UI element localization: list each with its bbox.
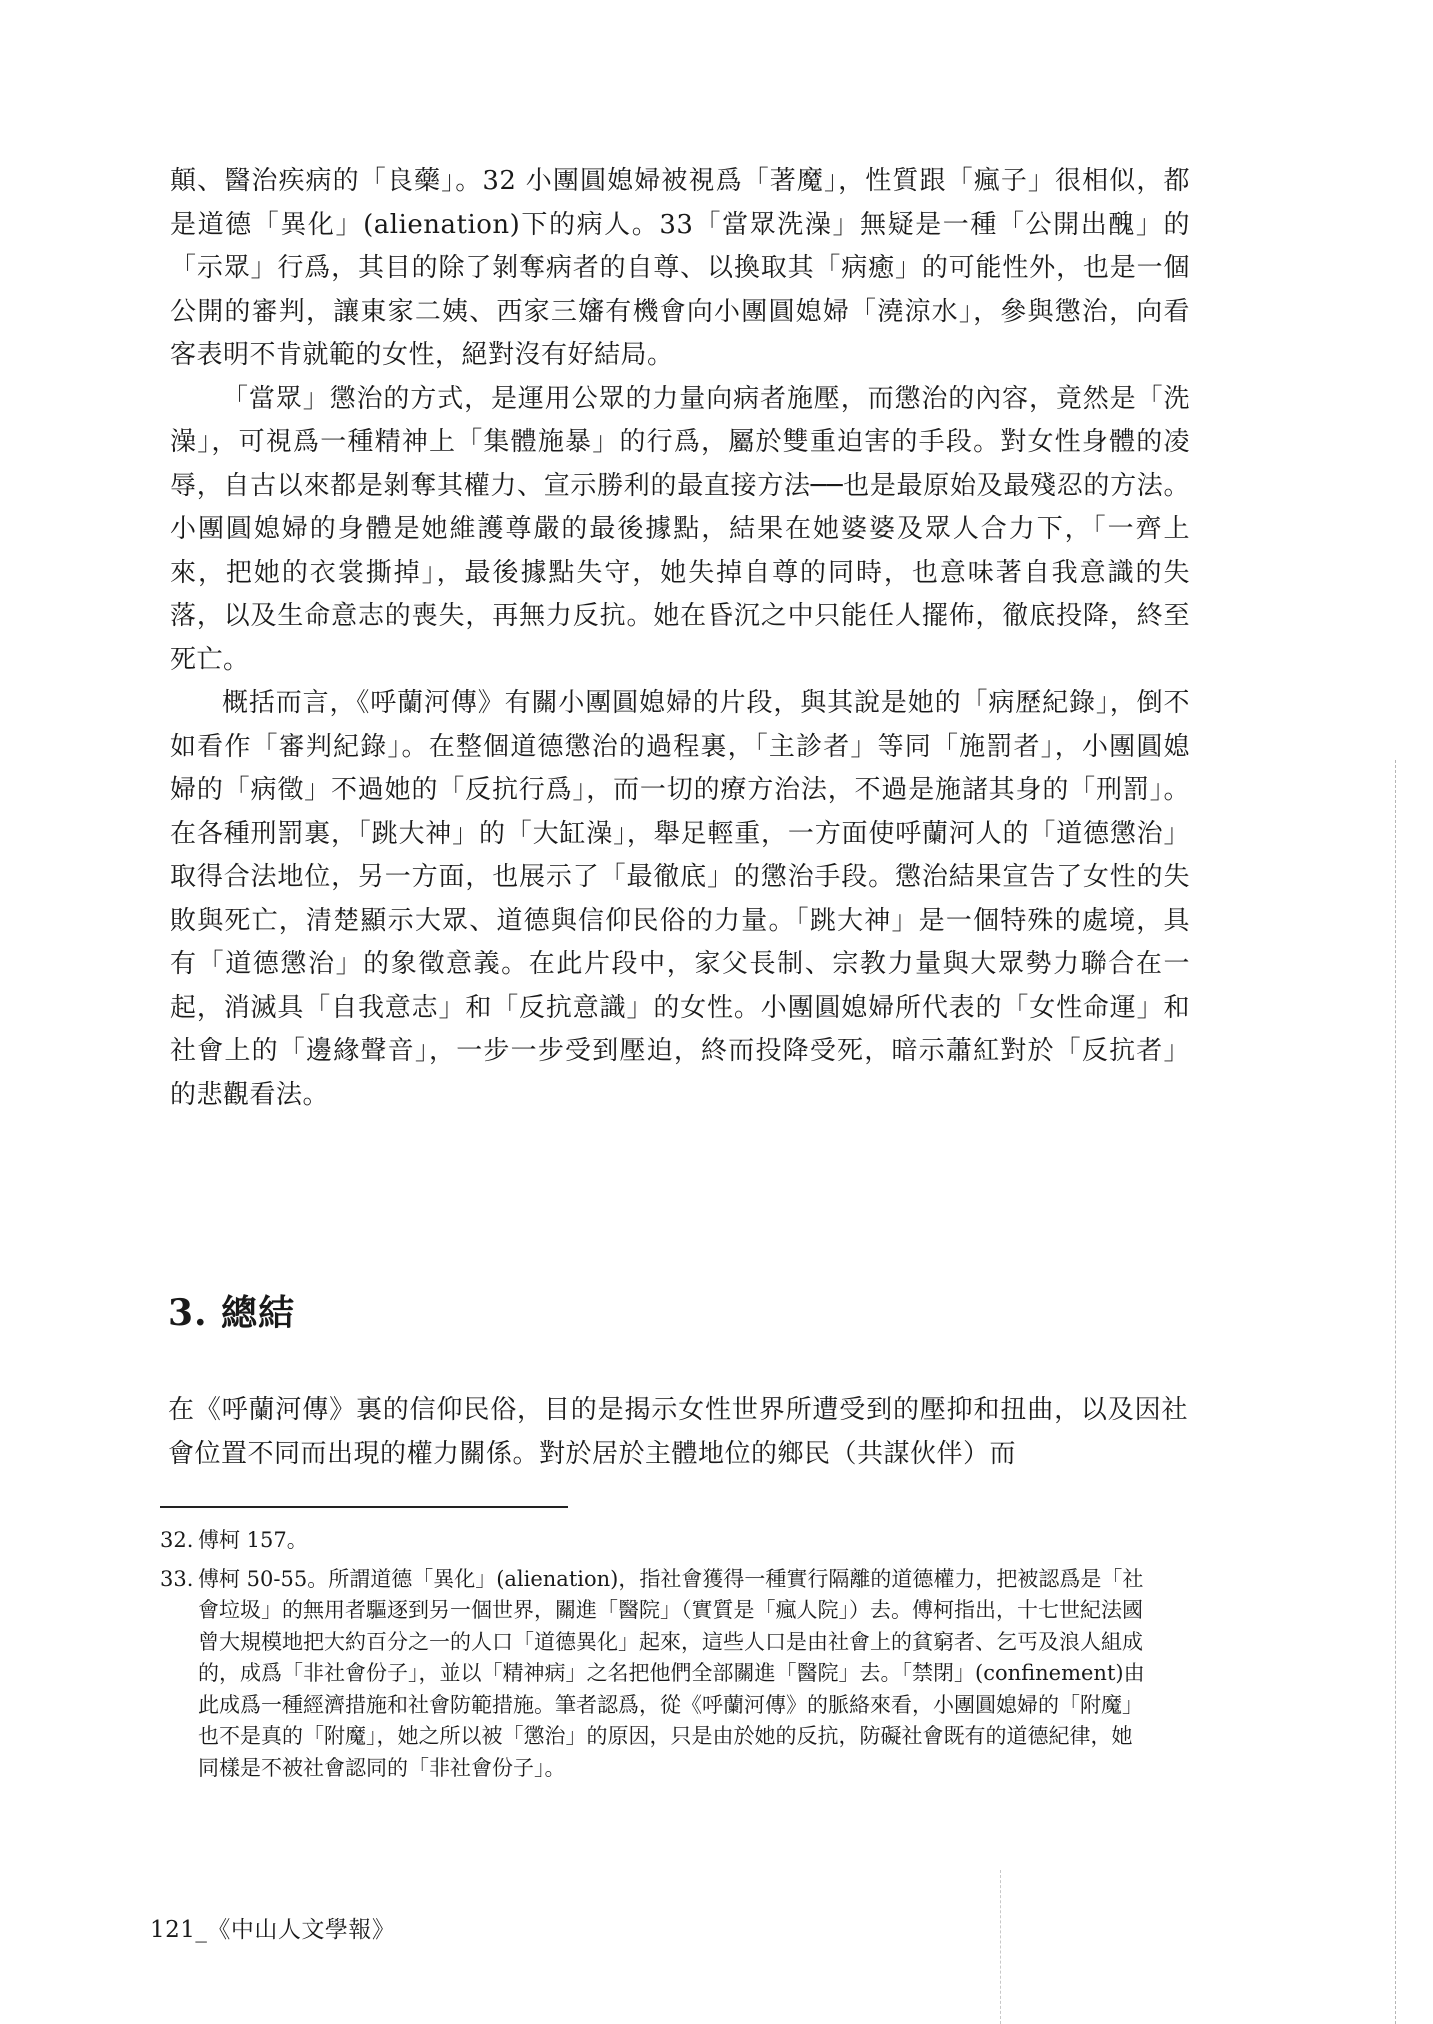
body-text (170, 160, 1190, 1117)
paragraph: 概括而言，《呼蘭河傳》有關小團圓媳婦的片段，與其說是她的「病歷紀錄」，倒不如看作「審判紀錄」。在整個道德懲治的過程裏，「主診者」等同「施罰者」，小團圓媳婦的「病徵」不過她的「反抗行爲」，而一切的療方治法，不過是施諸其身的「刑罰」。在各種刑罰裏，「跳大神」的「大缸澡」，舉足輕重，一方面使呼蘭河人的「道德懲治」取得合法地位，另一方面，也展示了「最徹底」的懲治手段。懲治結果宣告了女性的失敗與死亡，清楚顯示大眾、道德與信仰民俗的力量。「跳大神」是一個特殊的處境，具有「道德懲治」的象徵意義。在此片段中，家父長制、宗教力量與大眾勢力聯合在一起，消滅具「自我意志」和「反抗意識」的女性。小團圓媳婦所代表的「女性命運」和社會上的「邊緣聲音」，一步一步受到壓迫，終而投降受死，暗示蕭紅對於「反抗者」的悲觀看法。 (170, 688, 1190, 1110)
footnote-text: 傅柯 50-55。所謂道德「異化」(alienation)，指社會獲得一種實行隔離的道德權力，把被認爲是「社會垃圾」的無用者驅逐到另一個世界，關進「醫院」（實質是「瘋人院」）去。傅柯指出，十七世紀法國曾大規模地把大約百分之一的人口「道德異化」起來，這些人口是由社會上的貧窮者、乞丐及浪人組成的，成爲「非社會份子」，並以「精神病」之名把他們全部關進「醫院」去。「禁閉」(confinement)由此成爲一種經濟措施和社會防範措施。筆者認爲，從《呼蘭河傳》的脈絡來看，小團圓媳婦的「附魔」也不是真的「附魔」，她之所以被「懲治」的原因，只是由於她的反抗，防礙社會既有的道德紀律，她同樣是不被社會認同的「非社會份子」。 (198, 1566, 1145, 1780)
section-paragraph: 在《呼蘭河傳》裏的信仰民俗，目的是揭示女性世界所遭受到的壓抑和扭曲，以及因社會位置不同而出現的權力關係。對於居於主體地位的鄉民（共謀伙伴）而 (168, 1395, 1188, 1469)
scan-edge-line (1000, 1870, 1001, 2024)
paragraph: 「當眾」懲治的方式，是運用公眾的力量向病者施壓，而懲治的內容，竟然是「洗澡」，可視爲一種精神上「集體施暴」的行爲，屬於雙重迫害的手段。對女性身體的凌辱，自古以來都是剝奪其權力、宣示勝利的最直接方法──也是最原始及最殘忍的方法。小團圓媳婦的身體是她維護尊嚴的最後據點，結果在她婆婆及眾人合力下，「一齊上來，把她的衣裳撕掉」，最後據點失守，她失掉自尊的同時，也意味著自我意識的失落，以及生命意志的喪失，再無力反抗。她在昏沉之中只能任人擺佈，徹底投降，終至死亡。 (170, 383, 1190, 675)
section-heading: 3. 總結 (168, 1292, 296, 1334)
paragraph: 顛、醫治疾病的「良藥」。32 小團圓媳婦被視爲「著魔」，性質跟「瘋子」很相似，都是道德「異化」(alienation)下的病人。33「當眾洗澡」無疑是一種「公開出醜」的「示眾」行爲，其目的除了剝奪病者的自尊、以換取其「病癒」的可能性外，也是一個公開的審判，讓東家二姨、西家三嬸有機會向小團圓媳婦「澆涼水」，參與懲治，向看客表明不肯就範的女性，絕對沒有好結局。 (170, 166, 1190, 370)
scan-edge-line (1395, 760, 1396, 2024)
footnote-text: 傅柯 157。 (198, 1528, 308, 1552)
footnote-number: 32. (160, 1528, 194, 1552)
footnote-number: 33. (160, 1566, 194, 1591)
footnote (160, 1564, 1145, 1785)
footnote (160, 1525, 1145, 1557)
footnotes (160, 1525, 1145, 1791)
page-footer: 121_《中山人文學報》 (150, 1917, 396, 1943)
footnote-separator (160, 1506, 568, 1508)
